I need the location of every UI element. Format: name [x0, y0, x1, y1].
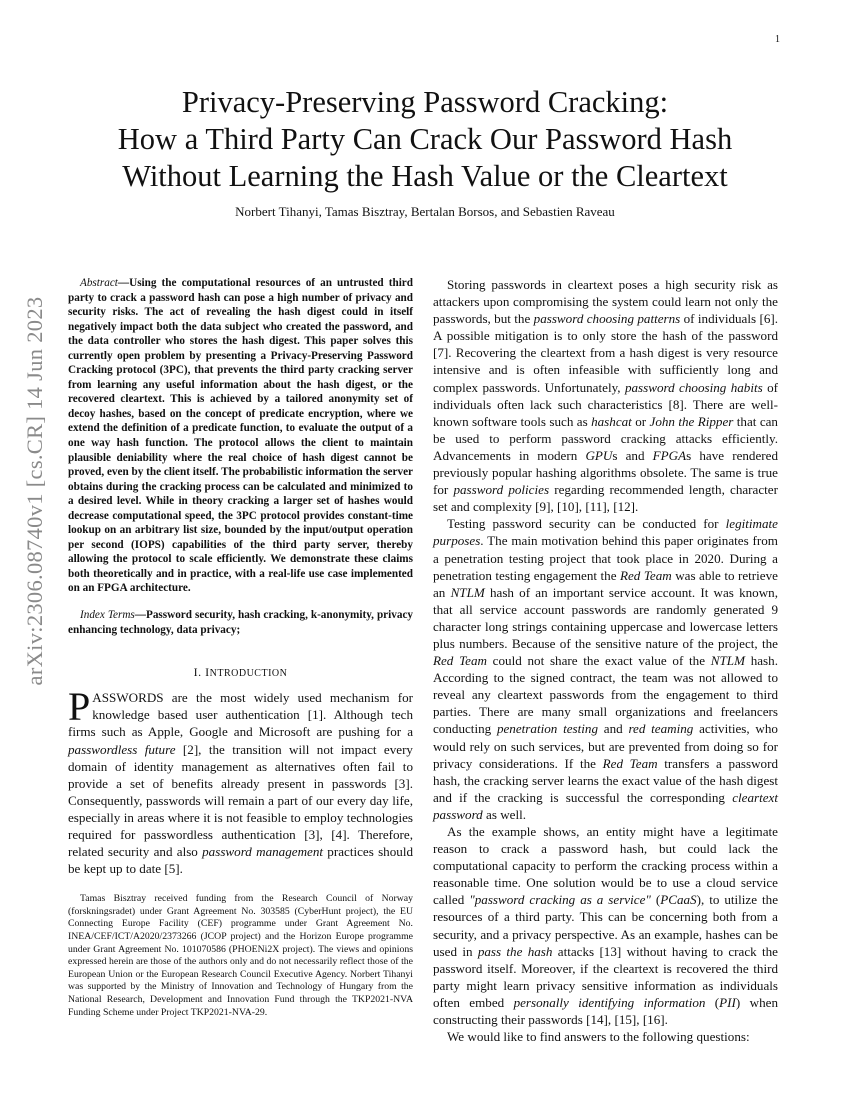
index-terms-text: —Password security, hash cracking, k-anonymity, privacy enhancing technology, data privacy; — [68, 609, 413, 636]
arxiv-identifier — [10, 296, 60, 686]
right-column — [433, 276, 778, 1045]
title-line-3: Without Learning the Hash Value or the Cleartext — [122, 159, 728, 193]
drop-cap: P — [68, 684, 91, 730]
right-paragraph-2: Testing password security can be conducted for legitimate purposes. The main motivation behind this paper originates from a penetration testing project that took place in 2020. During a penetration testing engagement the Red Team was able to retrieve an NTLM hash of an important service account. It was known, that all service account passwords are randomly generated 9 character long strings containing uppercase and lowercase letters plus numbers. Because of the sensitive nature of the project, the Red Team could not share the exact value of the NTLM hash. According to the signed contract, the team was not allowed to reveal any cleartext passwords from the engagement to third parties. There are many small organizations and freelancers conducting penetration testing and red teaming activities, who would rely on such services, but are prevented from doing so for privacy considerations. If the Red Team transfers a password hash, the cracking server learns the exact value of the hash digest and if the cracking is successful the corresponding cleartext password as well. — [433, 516, 779, 822]
index-terms — [68, 608, 413, 637]
arxiv-identifier-text: arXiv:2306.08740v1 [cs.CR] 14 Jun 2023 — [22, 296, 47, 686]
title-line-1: Privacy-Preserving Password Cracking: — [181, 85, 669, 119]
funding-footnote: Tamas Bisztray received funding from the Research Council of Norway (forskningsradet) under Grant Agreement No. 303585 (CyberHunt project), the EU Connecting Europe Facility (CEF) programme under Grant Agreement No. INEA/CEF/ICT/A2020/2373266 (JCOP project) and the Horizon Europe programme under Grant Agreement No. 101070586 (PHOENi2X project). The views and opinions expressed herein are those of the authors only and do not necessarily reflect those of the European Union or the European Research Council Executive Agency. Norbert Tihanyi was supported by the Ministry of Innovation and Technology of Hungary from the National Research, Development and Innovation Fund through the TKP2021-NVA Funding Scheme under Project TKP2021-NVA-29. — [68, 893, 413, 1018]
section-heading-introduction: I. INTRODUCTION — [193, 665, 288, 680]
intro-paragraph-1: PASSWORDS are the most widely used mechanism for knowledge based user authentication [1]. Although tech firms such as Apple, Google and Microsoft are pushing for a passwordless future [2], the transition will not impact every domain of identity management as alternatives often fail to provide a set of benefits already present in passwords [3]. Consequently, passwords will remain a part of our every day life, especially in areas where it is not feasible to employ technologies required for passwordless authentication [3], [4]. Therefore, related security and also password management practices should be kept up to date [5]. — [68, 684, 414, 877]
index-terms-label: Index Terms — [80, 609, 135, 622]
right-paragraph-4: We would like to find answers to the following questions: — [447, 1029, 750, 1045]
title-line-2: How a Third Party Can Crack Our Password Hash — [117, 122, 733, 156]
abstract-text: —Using the computational resources of an untrusted third party to crack a password hash can pose a high number of privacy and security risks. The act of revealing the hash digest could in itself negatively impact both the data subject who created the password, and the data controller who stores the hash digest. This paper solves this currently open problem by presenting a Privacy-Preserving Password Cracking protocol (3PC), that prevents the third party cracking server from learning any useful information about the hash digest, or the recovered cleartext. This is achieved by a tailored anonymity set of decoy hashes, based on the concept of predicate encryption, where we extend the definition of a predicate function, to evaluate the output of a one way hash function. The protocol allows the client to maintain plausible deniability where the real choice of hash digest cannot be proved, even by the client itself. The probabilistic information the server obtains during the cracking process can be calculated and minimized to a desired level. While in theory cracking a larger set of hashes would decrease computational speed, the 3PC protocol provides constant-time lookup on an arbitrary list size, bounded by the input/output operation per second (IOPS) capabilities of the third party server, thereby allowing the protocol to scale efficiently. We demonstrate these claims both theoretically and in practice, with a real-life use case implemented on an FPGA architecture. — [68, 277, 413, 595]
paper-title — [60, 84, 790, 195]
page-number: 1 — [775, 34, 780, 45]
right-paragraph-3: As the example shows, an entity might have a legitimate reason to crack a password hash, but could lack the computational capacity to perform the cracking process within a reasonable time. One solution would be to use a cloud service called "password cracking as a service" (PCaaS), to utilize the resources of a third party. This can be concerning both from a security, and a privacy perspective. As an example, hashes can be used in pass the hash attacks [13] without having to crack the password itself. Moreover, if the cleartext is recovered the third party might learn privacy sensitive information as individuals often embed personally identifying information (PII) when constructing their passwords [14], [15], [16]. — [433, 824, 779, 1028]
abstract — [68, 276, 413, 596]
author-list: Norbert Tihanyi, Tamas Bisztray, Bertalan Borsos, and Sebastien Raveau — [235, 204, 615, 219]
left-column — [68, 276, 413, 1019]
abstract-label: Abstract — [80, 277, 118, 289]
right-paragraph-1: Storing passwords in cleartext poses a high security risk as attackers upon compromising the system could learn not only the passwords, but the password choosing patterns of individuals [6]. A possible mitigation is to only store the hash of the password [7]. Recovering the cleartext from a hash digest is very resource intensive and is often infeasible with sufficiently long and complex passwords. Unfortunately, password choosing habits of individuals often lack such characteristics [8]. There are well-known software tools such as hashcat or John the Ripper that can be used to perform password cracking attacks efficiently. Advancements in modern GPUs and FPGAs have rendered previously popular hashing algorithms obsolete. The same is true for password policies regarding recommended length, character set and complexity [9], [10], [11], [12]. — [433, 277, 779, 515]
